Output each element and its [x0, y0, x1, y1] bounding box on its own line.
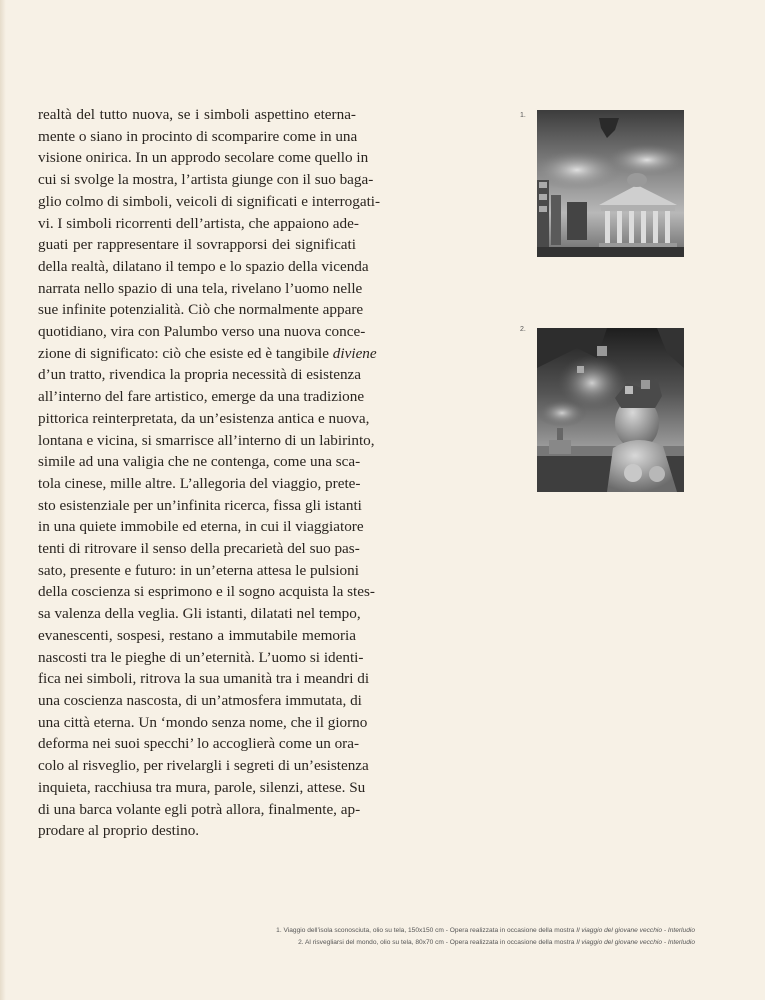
text-line: colo al risveglio, per rivelargli i segreti di un’esistenza — [38, 757, 369, 775]
text-line: di una barca volante egli potrà allora, finalmente, ap- — [38, 800, 361, 818]
caption-1 — [276, 925, 695, 937]
text-line: in una quiete immobile ed eterna, in cui il viaggiatore — [38, 518, 364, 536]
text-line: inquieta, racchiusa tra mura, parole, silenzi, attese. Su — [38, 778, 366, 796]
text-line: tenti di ritrovare il senso della precarietà del suo pas- — [38, 540, 360, 558]
body-text — [38, 104, 381, 842]
caption-text: 2. Al risvegliarsi del mondo, olio su tela, 80x70 cm - Opera realizzata in occasione della mostra — [298, 938, 577, 946]
text-line: sato, presente e futuro: in un’eterna attesa le pulsioni — [38, 561, 359, 579]
text-line: della coscienza si esprimono e il sogno acquista la stes- — [38, 583, 375, 601]
text-line: realtà del tutto nuova, se i simboli aspettino eterna- — [38, 106, 356, 123]
text-line: prodare al proprio destino. — [38, 822, 200, 840]
italic-word: diviene — [332, 344, 377, 362]
text-line: guati per rappresentare il sovrapporsi dei significati — [38, 236, 356, 254]
surreal-woman-painting — [537, 328, 684, 492]
surreal-city-painting — [537, 110, 684, 257]
text-line — [38, 343, 377, 365]
caption-2 — [276, 937, 695, 949]
figure-number-1: 1. — [520, 112, 526, 119]
caption-exhibition-title: Il viaggio del giovane vecchio - Interludio — [576, 938, 695, 946]
caption-text: 1. Viaggio dell’isola sconosciuta, olio su tela, 150x150 cm - Opera realizzata in occasione della mostra — [276, 927, 577, 934]
text-line: d’un tratto, rivendica la propria necessità di esistenza — [38, 366, 362, 384]
text-line: narrata nello spazio di una tela, rivelano l’uomo nelle — [38, 279, 363, 297]
text-segment: zione di significato: ciò che esiste ed è tangibile — [38, 344, 329, 362]
figure-1-painting — [537, 110, 684, 257]
text-line: glio colmo di simboli, veicoli di significati e interrogati- — [38, 192, 381, 210]
text-line: all’interno del fare artistico, emerge da una tradizione — [38, 388, 365, 406]
text-line: lontana e vicina, si smarrisce all’interno di un labirinto, — [38, 431, 375, 449]
text-line: una coscienza nascosta, di un’atmosfera immutata, di — [38, 691, 362, 709]
caption-exhibition-title: Il viaggio del giovane vecchio - Interludio — [576, 927, 695, 934]
text-line: visione onirica. In un approdo secolare come quello in — [38, 149, 369, 167]
figure-captions — [276, 925, 695, 948]
text-line: mente o siano in procinto di scomparire come in una — [38, 127, 358, 145]
page-edge-shadow — [0, 0, 6, 1000]
text-line: pittorica reinterpretata, da un’esistenza antica e nuova, — [38, 409, 370, 427]
text-line: sue infinite potenzialità. Ciò che normalmente appare — [38, 301, 364, 319]
figure-2-painting — [537, 328, 684, 492]
text-line: vi. I simboli ricorrenti dell’artista, che appaiono ade- — [38, 214, 359, 232]
text-line: deforma nei suoi specchi’ lo accoglierà come un ora- — [38, 735, 360, 753]
text-line: tola cinese, mille altre. L’allegoria del viaggio, prete- — [38, 474, 361, 492]
text-line: sto esistenziale per un’infinita ricerca, fissa gli istanti — [38, 496, 362, 514]
text-line: evanescenti, sospesi, restano a immutabile memoria — [38, 626, 356, 644]
text-line: fica nei simboli, ritrova la sua umanità tra i meandri di — [38, 670, 370, 688]
text-line: sa valenza della veglia. Gli istanti, dilatati nel tempo, — [38, 605, 361, 623]
text-line: simile ad una valigia che ne contenga, come una sca- — [38, 453, 361, 471]
text-line: nascosti tra le pieghe di un’eternità. L’uomo si identi- — [38, 648, 364, 666]
text-line: cui si svolge la mostra, l’artista giunge con il suo baga- — [38, 171, 374, 189]
text-line: quotidiano, vira con Palumbo verso una nuova conce- — [38, 323, 366, 341]
figure-number-2: 2. — [520, 326, 526, 333]
text-line: una città eterna. Un ‘mondo senza nome, che il giorno — [38, 713, 368, 731]
text-line: della realtà, dilatano il tempo e lo spazio della vicenda — [38, 257, 369, 275]
